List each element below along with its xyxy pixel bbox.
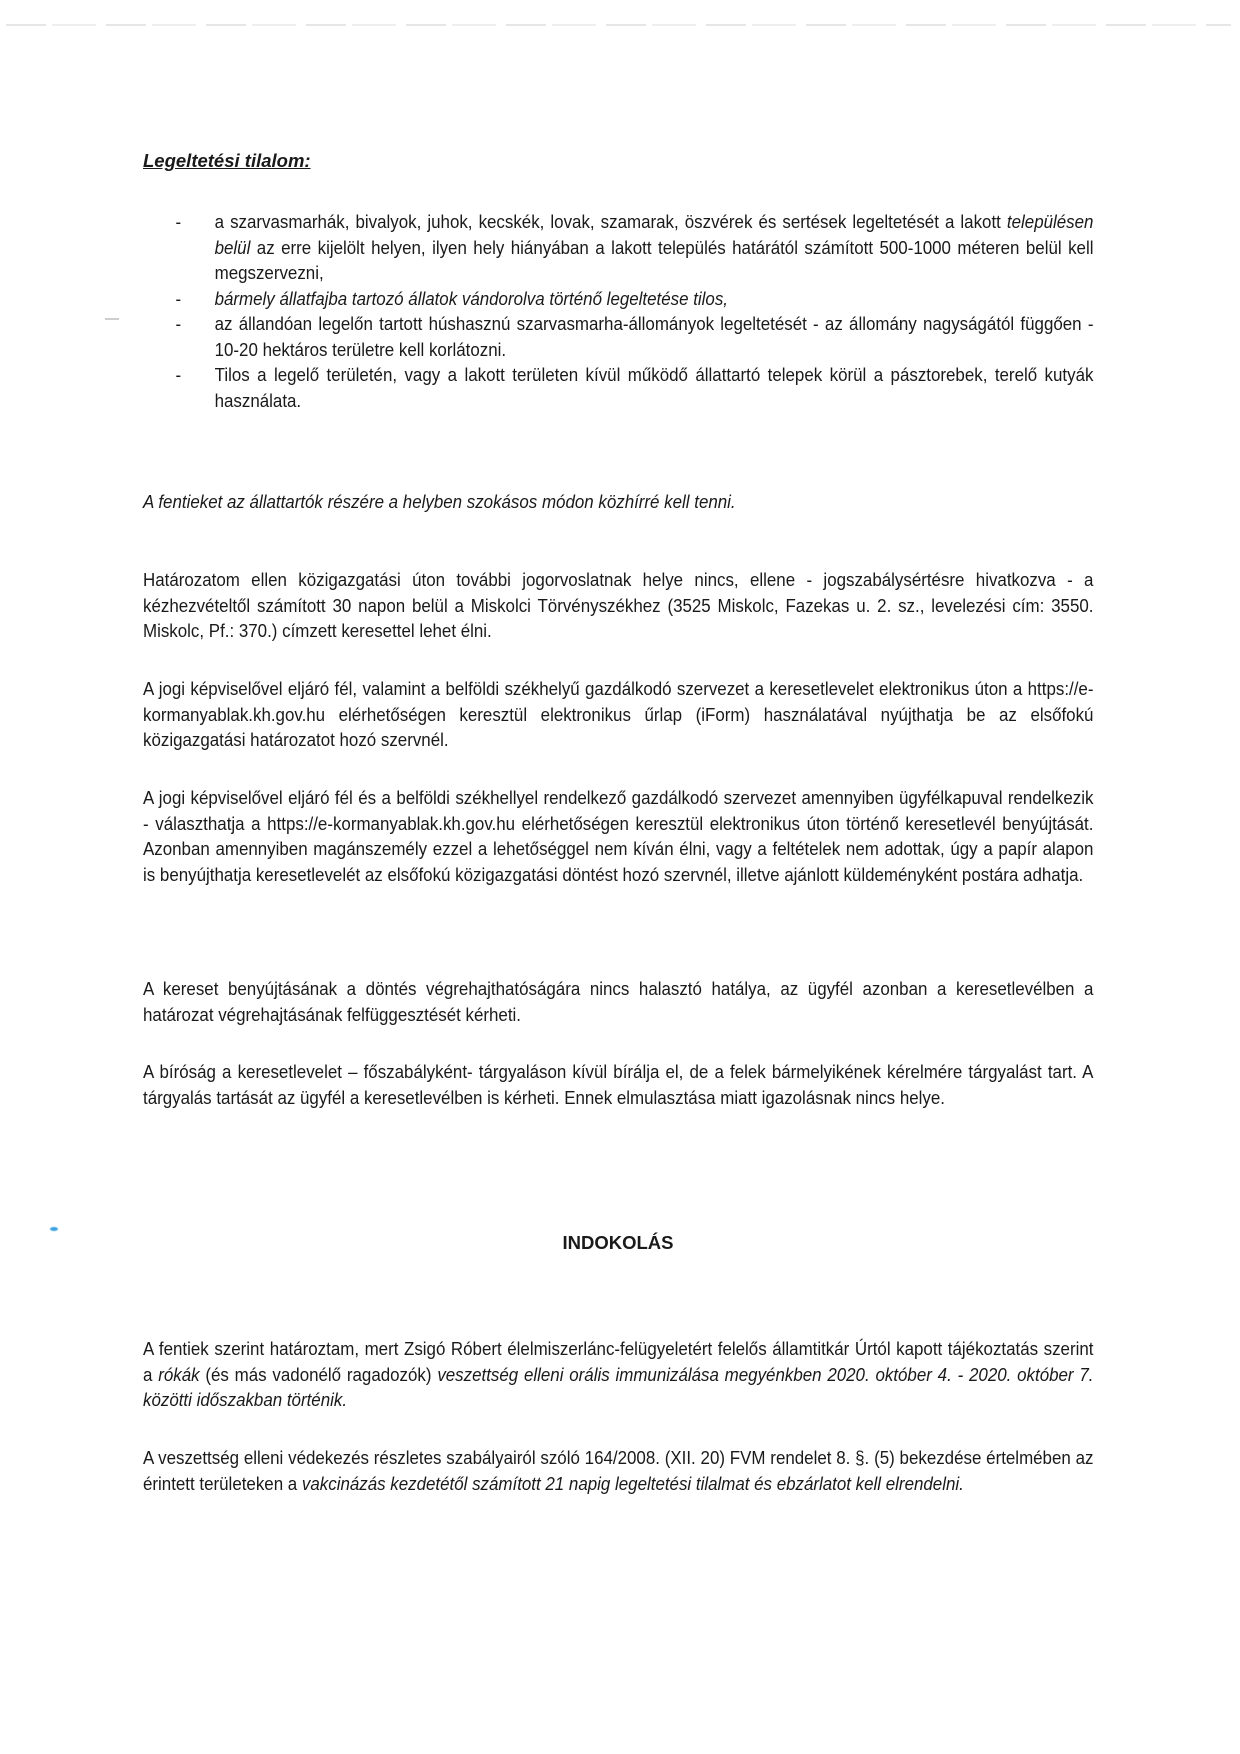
court-paragraph: A bíróság a keresetlevelet – főszabályként- tárgyaláson kívül bírálja el, de a felek bármelyikének kérelmére tárgyalást tart. A tárgyalás tartását az ügyfél a keresetlevélben is kérheti. Ennek elmulasztása miatt igazolásnak nincs helye. bbox=[143, 1062, 1094, 1108]
list-dash: - bbox=[175, 365, 182, 385]
list-item bbox=[143, 312, 1093, 363]
list-dash: - bbox=[175, 288, 182, 309]
list-item-text: Tilos a legelő területén, vagy a lakott területen kívül működő állattartó telepek körül a pásztorebek, terelő kutyák használata. bbox=[214, 365, 1094, 411]
list-item-text: a szarvasmarhák, bivalyok, juhok, kecskék, lovak, szamarak, öszvérek és sertések legeltetését a lakott bbox=[214, 212, 1007, 232]
paragraph-text: A veszettség elleni védekezés részletes szabályairól szóló 164/2008. (XII. 20) FVM rendelet 8. §. (5) bekezdése értelmében az érintett területeken a bbox=[143, 1448, 1094, 1494]
list-item bbox=[143, 287, 1093, 313]
justification-paragraph-2 bbox=[143, 1446, 1093, 1497]
notice-paragraph: A fentieket az állattartók részére a helyben szokásos módon közhírré kell tenni. bbox=[143, 492, 736, 512]
paragraph-text: (és más vadonélő ragadozók) bbox=[199, 1364, 438, 1385]
list-dash: - bbox=[175, 314, 182, 334]
scan-artifact-line bbox=[6, 24, 1231, 26]
scan-artifact-mark bbox=[105, 318, 119, 320]
appeal-paragraph: Határozatom ellen közigazgatási úton további jogorvoslatnak helye nincs, ellene - jogszabálysértésre hivatkozva - a kézhezvételtől számított 30 napon belül a Miskolci Törvényszékhez (3525 Miskolc, Fazekas u. 2. sz., levelezési cím: 3550. Miskolc, Pf.: 370.) címzett keresettel lehet élni. bbox=[143, 570, 1094, 641]
paragraph-text-italic: vakcinázás kezdetétől számított 21 napig legeltetési tilalmat és ebzárlatot kell elrendelni. bbox=[301, 1473, 964, 1494]
paragraph-text-italic: veszettség elleni orális immunizálása megyénkben 2020. október 4. - 2020. október 7. közötti időszakban történik. bbox=[143, 1364, 1094, 1410]
list-item-text: az erre kijelölt helyen, ilyen hely hiányában a lakott település határától számított 500-1000 méteren belül kell megszervezni, bbox=[214, 237, 1094, 283]
list-item-text-italic: bármely állatfajba tartozó állatok vándorolva történő legeltetése tilos, bbox=[214, 288, 728, 309]
scan-artifact-speck bbox=[50, 1227, 58, 1231]
list-item-text-italic: településen belül bbox=[214, 212, 1094, 258]
list-item bbox=[143, 363, 1093, 414]
list-dash: - bbox=[175, 212, 182, 232]
paragraph-text: A fentiek szerint határoztam, mert Zsigó Róbert élelmiszerlánc-felügyeletért felelős államtitkár Úrtól kapott tájékoztatás szerint a bbox=[143, 1339, 1094, 1385]
list-item bbox=[143, 210, 1093, 287]
justification-heading: INDOKOLÁS bbox=[562, 1232, 674, 1253]
section-title: Legeltetési tilalom: bbox=[143, 150, 311, 171]
paragraph-text-italic: rókák bbox=[158, 1364, 200, 1385]
suspension-paragraph: A kereset benyújtásának a döntés végrehajthatóságára nincs halasztó hatálya, az ügyfél azonban a keresetlevélben a határozat végrehajtásának felfüggesztését kérheti. bbox=[143, 979, 1094, 1025]
justification-paragraph-1 bbox=[143, 1337, 1093, 1414]
list-item-text: az állandóan legelőn tartott húshasznú szarvasmarha-állományok legeltetését - az állomány nagyságától függően - 10-20 hektáros területre kell korlátozni. bbox=[214, 314, 1094, 360]
ban-list bbox=[143, 210, 1093, 414]
client-gate-paragraph: A jogi képviselővel eljáró fél és a belföldi székhellyel rendelkező gazdálkodó szervezet amennyiben ügyfélkapuval rendelkezik - választhatja a https://e-kormanyablak.kh.gov.hu elérhetőségen keresztül elektronikus úton történő keresetlevél benyújtását. Azonban amennyiben magánszemély ezzel a lehetőséggel nem kíván élni, vagy a feltételek nem adottak, úgy a papír alapon is benyújthatja keresetlevelét az elsőfokú közigazgatási döntést hozó szervnél, illetve ajánlott küldeményként postára adhatja. bbox=[143, 788, 1094, 885]
electronic-submission-paragraph: A jogi képviselővel eljáró fél, valamint a belföldi székhelyű gazdálkodó szervezet a keresetlevelet elektronikus úton a https://e-kormanyablak.kh.gov.hu elérhetőségen keresztül elektronikus űrlap (iForm) használatával nyújthatja be az elsőfokú közigazgatási határozatot hozó szervnél. bbox=[143, 679, 1094, 750]
